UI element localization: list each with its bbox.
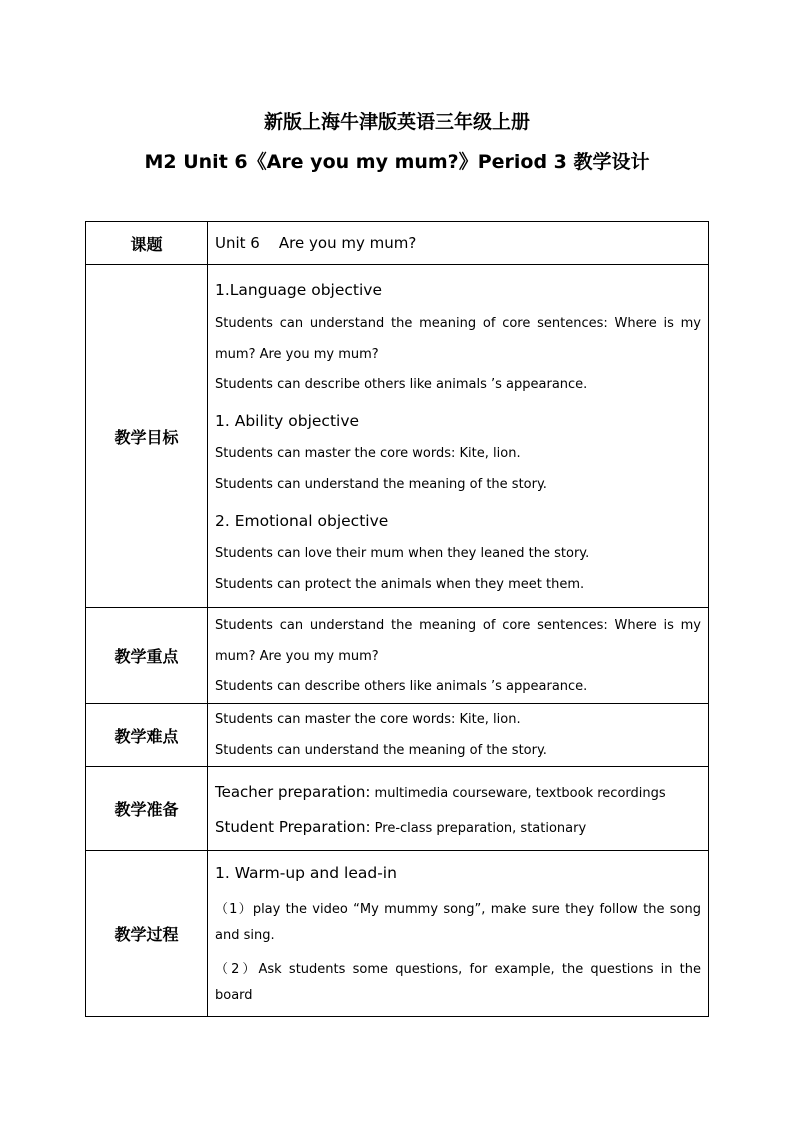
key-points-line1: Students can understand the meaning of core sentences: Where is my mum? Are you my mum? [215, 618, 701, 664]
document-title: 新版上海牛津版英语三年级上册 [263, 111, 530, 133]
lesson-plan-table [85, 221, 709, 1017]
topic-value: Unit 6 Are you my mum? [215, 234, 417, 252]
student-preparation-value: Pre-class preparation, stationary [370, 820, 587, 836]
preparation-cell [208, 767, 709, 851]
process-step2: （2）Ask students some questions, for example, the questions in the board [215, 961, 701, 1003]
emotional-objective-line1: Students can love their mum when they leaned the story. [215, 546, 590, 561]
row-preparation [86, 767, 709, 851]
teacher-preparation-value: multimedia courseware, textbook recordings [370, 785, 666, 801]
preparation-label: 教学准备 [86, 767, 208, 851]
process-cell [208, 851, 709, 1017]
row-difficulties [86, 704, 709, 767]
difficulties-label: 教学难点 [86, 704, 208, 767]
emotional-objective-heading: 2. Emotional objective [215, 512, 389, 530]
objectives-cell [208, 265, 709, 608]
ability-objective-line2: Students can understand the meaning of the story. [215, 477, 547, 492]
process-step1: （1）play the video “My mummy song”, make sure they follow the song and sing. [215, 901, 701, 943]
objectives-label: 教学目标 [86, 265, 208, 608]
language-objective-heading: 1.Language objective [215, 281, 382, 299]
language-objective-line2: Students can describe others like animals ’s appearance. [215, 377, 588, 392]
topic-cell [208, 222, 709, 265]
row-process [86, 851, 709, 1017]
key-points-label: 教学重点 [86, 608, 208, 704]
ability-objective-heading: 1. Ability objective [215, 412, 360, 430]
difficulties-line1: Students can master the core words: Kite, lion. [215, 711, 521, 727]
key-points-line2: Students can describe others like animals ’s appearance. [215, 679, 588, 694]
difficulties-line2: Students can understand the meaning of the story. [215, 742, 547, 758]
document-subtitle: M2 Unit 6《Are you my mum?》Period 3 教学设计 [144, 151, 650, 173]
student-preparation-label: Student Preparation: [215, 817, 371, 836]
difficulties-cell [208, 704, 709, 767]
language-objective-line1: Students can understand the meaning of core sentences: Where is my mum? Are you my mum? [215, 316, 701, 362]
topic-label: 课题 [86, 222, 208, 265]
row-objectives [86, 265, 709, 608]
teacher-preparation-label: Teacher preparation: [215, 782, 371, 801]
warm-up-heading: 1. Warm-up and lead-in [215, 863, 397, 882]
key-points-cell [208, 608, 709, 704]
row-key-points [86, 608, 709, 704]
process-label: 教学过程 [86, 851, 208, 1017]
emotional-objective-line2: Students can protect the animals when they meet them. [215, 577, 585, 592]
row-topic [86, 222, 709, 265]
student-preparation [215, 813, 701, 844]
ability-objective-line1: Students can master the core words: Kite, lion. [215, 446, 521, 461]
teacher-preparation [215, 774, 701, 813]
